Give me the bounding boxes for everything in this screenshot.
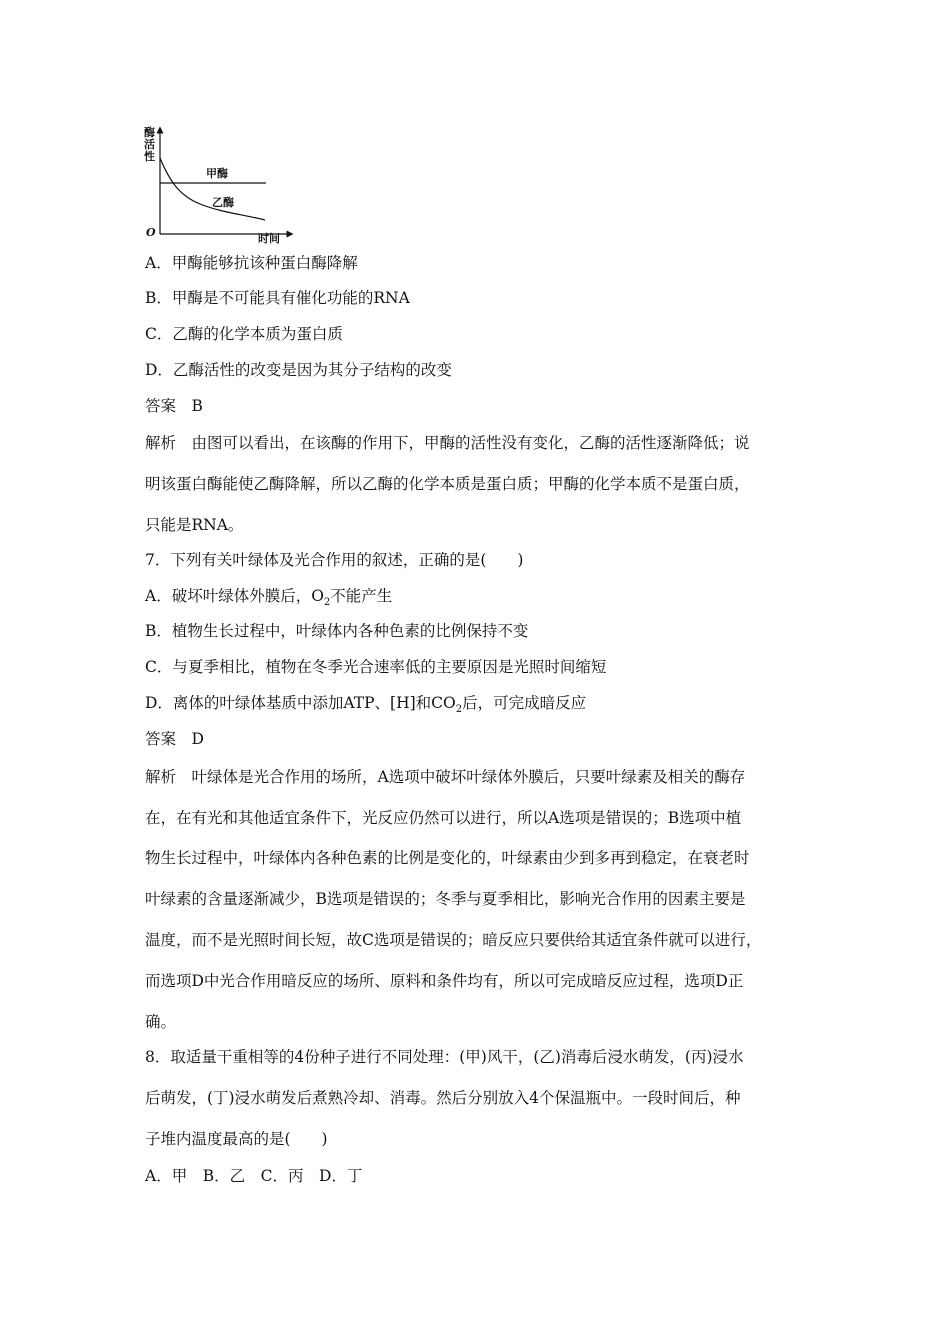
- curve-label-jia: 甲酶: [206, 167, 228, 180]
- q7-option-a-sub: 2: [323, 597, 331, 609]
- q7-analysis-line-3: 物生长过程中，叶绿体内各种色素的比例是变化的，叶绿素由少到多再到稳定，在衰老时: [145, 849, 750, 867]
- q6-option-b: B．甲酶是不可能具有催化功能的RNA: [145, 289, 410, 307]
- q7-analysis-line-2: 在，在有光和其他适宜条件下，光反应仍然可以进行，所以A选项是错误的；B选项中植: [145, 809, 742, 827]
- q7-stem: 7．下列有关叶绿体及光合作用的叙述，正确的是( ): [145, 551, 524, 569]
- y-label-char-1: 酶: [144, 126, 155, 139]
- q8-stem-line-3: 子堆内温度最高的是( ): [145, 1130, 328, 1148]
- q7-analysis-line-1: 解析 叶绿体是光合作用的场所，A选项中破坏叶绿体外膜后，只要叶绿素及相关的酶存: [145, 768, 746, 786]
- origin-label: O: [146, 226, 156, 239]
- q7-analysis-line-4: 叶绿素的含量逐渐减少，B选项是错误的；冬季与夏季相比，影响光合作用的因素主要是: [145, 890, 746, 908]
- q6-analysis-line-1: 解析 由图可以看出，在该酶的作用下，甲酶的活性没有变化，乙酶的活性逐渐降低；说: [145, 434, 750, 452]
- q7-option-d-pre: D．离体的叶绿体基质中添加ATP、[H]和CO: [145, 694, 456, 712]
- q7-option-c: C．与夏季相比，植物在冬季光合速率低的主要原因是光照时间缩短: [145, 658, 607, 676]
- q7-option-b: B．植物生长过程中，叶绿体内各种色素的比例保持不变: [145, 622, 529, 640]
- q6-analysis-line-3: 只能是RNA。: [145, 516, 244, 534]
- q7-analysis-line-7: 确。: [145, 1013, 177, 1031]
- y-label-char-2: 活: [144, 138, 155, 151]
- q7-answer: 答案 D: [145, 730, 204, 748]
- curve-label-yi: 乙酶: [212, 196, 234, 209]
- q7-option-a-post: 不能产生: [330, 587, 393, 605]
- q6-option-c: C．乙酶的化学本质为蛋白质: [145, 325, 343, 343]
- q7-analysis-line-5: 温度，而不是光照时间长短，故C选项是错误的；暗反应只要供给其适宜条件就可以进行，: [145, 931, 762, 949]
- x-axis-label: 时间: [258, 232, 280, 245]
- q6-option-d: D．乙酶活性的改变是因为其分子结构的改变: [145, 361, 452, 379]
- y-label-char-3: 性: [144, 150, 155, 163]
- q6-answer: 答案 B: [145, 397, 203, 415]
- q7-analysis-line-6: 而选项D中光合作用暗反应的场所、原料和条件均有，所以可完成暗反应过程，选项D正: [145, 972, 744, 990]
- q7-option-d: [145, 693, 586, 720]
- q8-stem-line-1: 8．取适量干重相等的4份种子进行不同处理：(甲)风干，(乙)消毒后浸水萌发，(丙)浸水: [145, 1048, 744, 1066]
- enzyme-activity-svg: [140, 124, 300, 246]
- enzyme-activity-figure: [140, 124, 300, 246]
- q7-option-d-post: 后，可完成暗反应: [462, 694, 587, 712]
- q7-option-a-pre: A．破坏叶绿体外膜后，O: [145, 587, 324, 605]
- q6-option-a: A．甲酶能够抗该种蛋白酶降解: [145, 254, 358, 272]
- q8-options: A．甲 B．乙 C．丙 D．丁: [145, 1167, 363, 1185]
- q6-analysis-line-2: 明该蛋白酶能使乙酶降解，所以乙酶的化学本质是蛋白质；甲酶的化学本质不是蛋白质，: [145, 475, 750, 493]
- q7-option-d-sub: 2: [455, 704, 463, 716]
- q8-stem-line-2: 后萌发，(丁)浸水萌发后煮熟冷却、消毒。然后分别放入4个保温瓶中。一段时间后，种: [145, 1089, 741, 1107]
- q7-option-a: [145, 586, 392, 613]
